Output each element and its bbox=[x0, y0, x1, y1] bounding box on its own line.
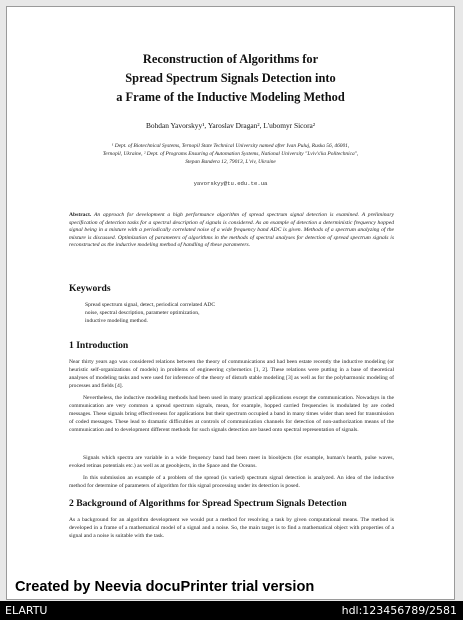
affiliation-line: Ternopil, Ukraine, ² Dept. of Programs Ensuring of Automation Systems, National University "Lviv's'ka Politechnica", bbox=[102, 151, 359, 157]
section-1-paragraph: Near thirty years ago was considered relations between the theory of communications and had been estate recently the inductive modeling (or heuristic self-organizations of models) in problems of engineering cybernetics [1, 2]. These relations were putting in a base of theoretical analyses of modeling tasks and were used for inference of the theory of disturb stable modeling [3] as well as for the polyharmonic modeling of processes and fields [4]. bbox=[69, 359, 394, 389]
keywords-line: noise, spectral description, parameter optimization, bbox=[85, 310, 200, 316]
abstract-label: Abstract. bbox=[69, 212, 92, 218]
keywords-line: Spread spectrum signal, detect, periodical correlated ADC bbox=[85, 302, 216, 308]
document-page bbox=[6, 6, 455, 600]
author-email: yavorskyy@tu.edu.te.ua bbox=[193, 180, 268, 187]
authors: Bohdan Yavorskyy¹, Yaroslav Dragan², L'ubomyr Sicora² bbox=[145, 121, 316, 130]
keywords-heading: Keywords bbox=[69, 283, 111, 294]
status-bar bbox=[0, 601, 463, 620]
keywords-list bbox=[85, 301, 345, 325]
abstract bbox=[69, 212, 394, 250]
section-1-paragraph: Nevertheless, the inductive modeling methods had been used in many practical applications except the communication. Nowadays in the communication are very common a spread spectrum signals, mean, for example, hopped carried frequencies is modulated by are coded messages. These signals bring effectiveness for applications but their spectrum occupied a band in many times wider than need for transmission of coded messages. These lead to dramatic difficulties at controls of communication channels for detection of non-authorization means of the communication and to development different methods for such signals detection are based onto spectral representation of signals. bbox=[69, 395, 394, 433]
status-left-text: ELARTU bbox=[5, 604, 48, 617]
abstract-text: An approach for development a high performance algorithm of spread spectrum signal detection is examined. A preliminary specification of detection tasks for a spectral description of signals is considered. As an example of detection a deterministic frequency hopped signal being in a mixture with a periodically correlated noise of a wide frequency band ADC is given. Methods of a spectrum analyzing of the mixture is discussed. Optimization of parameters of algorithms in the methods of spectral analyses for detection of spread spectrum signals is reconstructed as the inductive modeling method of handling of these parameters. bbox=[69, 212, 394, 249]
section-1-paragraph: Signals which spectra are variable in a wide frequency band had been meet in bioobjects (for example, human's hearth, pulse waves, evoked retinas potentials etc.) as well as at geoobjects, in the Space and the Oceans. bbox=[69, 455, 394, 469]
title-line: Spread Spectrum Signals Detection into bbox=[125, 71, 336, 85]
title-line: a Frame of the Inductive Modeling Method bbox=[116, 90, 345, 104]
section-2-paragraph: As a background for an algorithm development we would put a method for resolving a task by given computational means. The method is developed in a frame of a mathematical model of a signal and a noise. So, the main target is to find a mathematical object with properties of a signal and a noise is suitable with the task. bbox=[69, 517, 394, 539]
affiliation-line: Stepan Bandera 12, 79013, L'viv, Ukraine bbox=[185, 159, 276, 165]
section-1-paragraph: In this submission an example of a problem of the spread (is varied) spectrum signal detection is analyzed. An idea of the inductive method for determine of parameters of algorithm for this signal processing under its detection is posed. bbox=[69, 475, 394, 489]
status-handle-text: hdl:123456789/2581 bbox=[341, 604, 457, 617]
keywords-line: inductive modeling method. bbox=[85, 318, 148, 324]
affiliation-line: ¹ Dept. of Biotechnical Systems, Ternopil State Technical University named after Ivan Puluj, Ruska 56, 46001, bbox=[111, 143, 350, 149]
title-line: Reconstruction of Algorithms for bbox=[142, 52, 319, 66]
section-1-heading: 1 Introduction bbox=[69, 340, 129, 351]
paper-title bbox=[47, 50, 414, 107]
trial-watermark: Created by Neevia docuPrinter trial version bbox=[15, 579, 315, 595]
section-2-heading: 2 Background of Algorithms for Spread Spectrum Signals Detection bbox=[69, 498, 347, 509]
affiliations bbox=[47, 142, 414, 166]
